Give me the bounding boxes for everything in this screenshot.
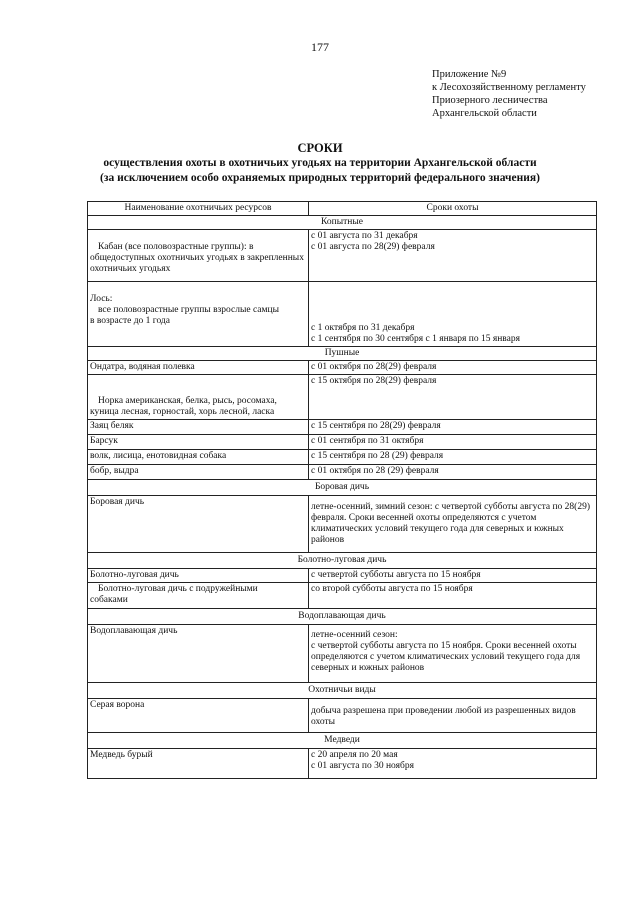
hunting-periods-table (87, 201, 597, 779)
table-row (88, 625, 597, 683)
resource-name: Болотно-луговая дичь с подружейными (98, 584, 258, 594)
table-row (88, 282, 597, 347)
period-text: с 01 августа по 28(29) февраля (311, 242, 435, 252)
table-row (88, 375, 597, 420)
appendix-line: к Лесохозяйственному регламенту (432, 82, 586, 93)
page-number: 177 (311, 40, 329, 54)
table-row (88, 583, 597, 609)
period-text: с четвертой субботы августа по 15 ноября (309, 569, 597, 583)
period-cell (309, 230, 597, 282)
section-row (88, 553, 597, 569)
header-resource: Наименование охотничьих ресурсов (88, 202, 309, 216)
resource-name: Заяц беляк (88, 420, 309, 435)
resource-name: все половозрастные группы взрослые самцы (98, 305, 280, 315)
resource-name: Боровая дичь (88, 496, 309, 553)
table-row (88, 230, 597, 282)
section-row (88, 216, 597, 230)
section-row (88, 480, 597, 496)
period-text: с 15 сентября по 28(29) февраля (309, 420, 597, 435)
section-okhotnichi: Охотничьи виды (88, 683, 597, 699)
resource-name: Лось: (90, 294, 113, 304)
title-line: осуществления охоты в охотничьих угодьях на территории Архангельской области (103, 157, 537, 169)
period-cell (309, 699, 597, 733)
period-text: с 01 августа по 30 ноября (311, 761, 414, 771)
period-text: с 01 октября по 28(29) февраля (309, 361, 597, 375)
table-row (88, 435, 597, 450)
table-row (88, 465, 597, 480)
table-row (88, 749, 597, 779)
period-text: летне-осенний сезон: (311, 630, 398, 640)
appendix-note (432, 68, 586, 120)
resource-cell (88, 583, 309, 609)
section-row (88, 347, 597, 361)
period-text: со второй субботы августа по 15 ноября (309, 583, 597, 609)
resource-name: волк, лисица, енотовидная собака (88, 450, 309, 465)
resource-name: Норка американская, белка, рысь, росомаха, (98, 396, 277, 406)
resource-name: бобр, выдра (88, 465, 309, 480)
appendix-line: Приложение №9 (432, 69, 507, 80)
table-header-row (88, 202, 597, 216)
appendix-line: Архангельской области (432, 108, 537, 119)
section-kopytnye: Копытные (88, 216, 597, 230)
period-text: с 01 августа по 31 декабря (311, 231, 418, 241)
period-text: с 20 апреля по 20 мая (311, 750, 398, 760)
table-row (88, 569, 597, 583)
resource-name: собаками (90, 595, 128, 605)
period-cell (309, 749, 597, 779)
period-cell (309, 282, 597, 347)
period-cell (309, 625, 597, 683)
table-row (88, 496, 597, 553)
section-row (88, 683, 597, 699)
period-text: с четвертой субботы августа по 15 ноября. Сроки весенней охоты определяются с учетом климатических условий текущего года для северных и южных районов (311, 641, 581, 673)
title-main: СРОКИ (297, 141, 343, 155)
section-bolotno: Болотно-луговая дичь (88, 553, 597, 569)
appendix-line: Приозерного лесничества (432, 95, 548, 106)
period-text: с 15 сентября по 28 (29) февраля (309, 450, 597, 465)
period-text: летне-осенний, зимний сезон: с четвертой субботы августа по 28(29) февраля. Сроки весенней охоты определяются с учетом климатических условий текущего года для северных и южных районов (311, 502, 591, 545)
resource-name: общедоступных охотничьих угодьях в закрепленных охотничьих угодьях (90, 253, 304, 274)
resource-name: куница лесная, горностай, хорь лесной, ласка (90, 407, 275, 417)
title-line: (за исключением особо охраняемых природных территорий федерального значения) (100, 172, 540, 184)
period-text: с 1 октября по 31 декабря (311, 323, 415, 333)
section-row (88, 609, 597, 625)
resource-cell (88, 230, 309, 282)
table-row (88, 420, 597, 435)
period-cell (309, 496, 597, 553)
resource-name: Болотно-луговая дичь (88, 569, 309, 583)
resource-name: Медведь бурый (88, 749, 309, 779)
period-text: с 01 сентября по 31 октября (309, 435, 597, 450)
section-row (88, 733, 597, 749)
resource-name: Серая ворона (88, 699, 309, 733)
resource-cell (88, 282, 309, 347)
table-row (88, 361, 597, 375)
period-text: добыча разрешена при проведении любой из разрешенных видов охоты (311, 706, 576, 727)
period-text: с 15 октября по 28(29) февраля (309, 375, 597, 420)
section-medvedi: Медведи (88, 733, 597, 749)
resource-name: в возрасте до 1 года (90, 316, 170, 326)
document-title (0, 141, 640, 186)
resource-name: Кабан (все половозрастные группы): в (98, 242, 254, 252)
header-period: Сроки охоты (309, 202, 597, 216)
table-row (88, 699, 597, 733)
section-pushnye: Пушные (88, 347, 597, 361)
section-borovaya: Боровая дичь (88, 480, 597, 496)
period-text: с 01 октября по 28 (29) февраля (309, 465, 597, 480)
section-vodoplav: Водоплавающая дичь (88, 609, 597, 625)
resource-name: Барсук (88, 435, 309, 450)
period-text: с 1 сентября по 30 сентября с 1 января по 15 января (311, 334, 520, 344)
resource-cell (88, 375, 309, 420)
table-row (88, 450, 597, 465)
resource-name: Водоплавающая дичь (88, 625, 309, 683)
resource-name: Ондатра, водяная полевка (88, 361, 309, 375)
